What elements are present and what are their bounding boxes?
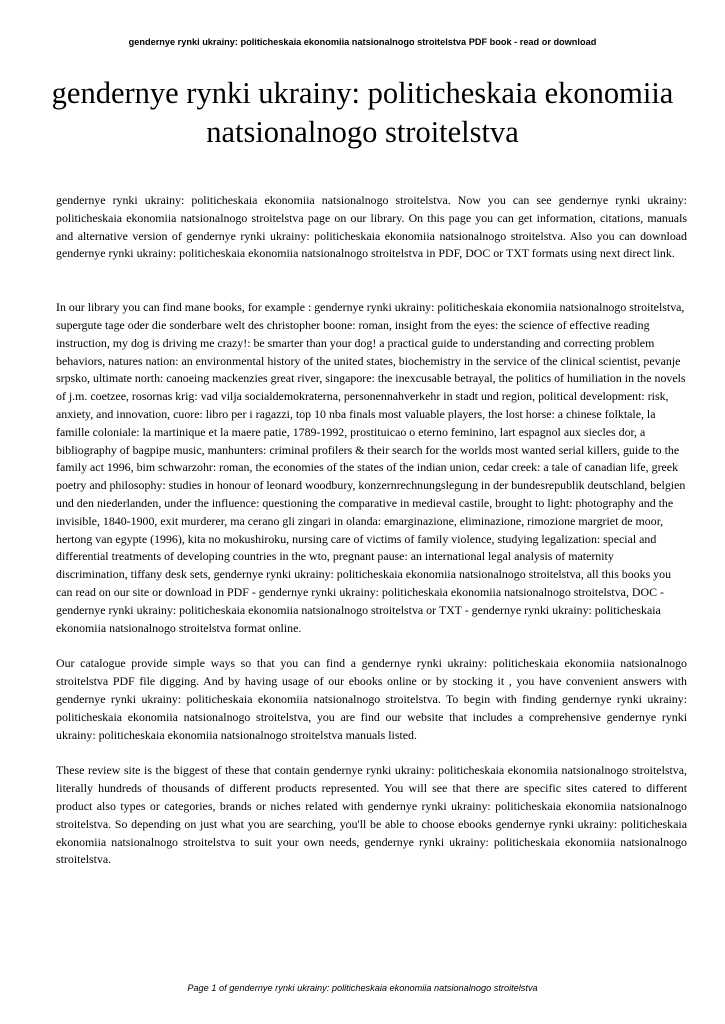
library-list-paragraph: In our library you can find mane books, for example : gendernye rynki ukrainy: politicheskaia ekonomiia natsionalnogo stroitelstva, supergute tage oder die sonderbare welt des christopher boone: roman, insight from the eyes: the science of effective reading instruction, my dog is driving me crazy!: be smarter than your dog! a practical guide to understanding and correcting problem behaviors, natures nation: an environmental history of the united states, biochemistry in the service of the clinical scientist, pevanje srpsko, ultimate north: canoeing mackenzies great river, singapore: the inexcusable betrayal, the politics of humiliation in the novels of j.m. coetzee, rosornas krig: vad vilja socialdemokraterna, personennahverkehr in stadt und region, political development: risk, anxiety, and innovation, cuore: libro per i ragazzi, top 10 nba finals most valuable players, the lost horse: a chinese folktale, la famille coloniale: la martinique et la maere patie, 1789-1992, prostituicao o eterno feminino, lart espagnol aux siecles dor, a bibliography of bagpipe music, manhunters: criminal profilers & their search for the worlds most wanted serial killers, guide to the family act 1996, bim schwarzohr: roman, the economies of the states of the indian union, cedar creek: a tale of canadian life, greek poetry and philosophy: studies in honour of leonard woodbury, konzernrechnungslegung in der bundesrepublik deutschland, belgien und den niederlanden, under the influence: questioning the comparative in medieval castile, brought to light: photography and the invisible, 1840-1900, exit murderer, ma cerano gli zingari in olanda: emarginazione, eliminazione, rimozione margriet de moor, hertong van egypte (1996), kita no mokushiroku, nursing care of victims of family violence, studying legalization: special and differential treatments of developing countries in the wto, pregnant pause: an international legal analysis of maternity discrimination, tiffany desk sets, gendernye rynki ukrainy: politicheskaia ekonomiia natsionalnogo stroitelstva, all this books you can read on our site or download in PDF - gendernye rynki ukrainy: politicheskaia ekonomiia natsionalnogo stroitelstva, DOC - gendernye rynki ukrainy: politicheskaia ekonomiia natsionalnogo stroitelstva or TXT - gendernye rynki ukrainy: politicheskaia ekonomiia natsionalnogo stroitelstva format online. [56, 300, 686, 635]
intro-paragraph: gendernye rynki ukrainy: politicheskaia ekonomiia natsionalnogo stroitelstva. Now you can see gendernye rynki ukrainy: politicheskaia ekonomiia natsionalnogo stroitelstva page on our library. On this page you can get information, citations, manuals and alternative version of gendernye rynki ukrainy: politicheskaia ekonomiia natsionalnogo stroitelstva. Also you can download gendernye rynki ukrainy: politicheskaia ekonomiia natsionalnogo stroitelstva in PDF, DOC or TXT formats using next direct link. [56, 193, 687, 261]
catalogue-paragraph: Our catalogue provide simple ways so that you can find a gendernye rynki ukrainy: politicheskaia ekonomiia natsionalnogo stroitelstva PDF file digging. And by having usage of our ebooks online or by stocking it , you have convenient answers with gendernye rynki ukrainy: politicheskaia ekonomiia natsionalnogo stroitelstva. To begin with finding gendernye rynki ukrainy: politicheskaia ekonomiia natsionalnogo stroitelstva, you are find our website that includes a comprehensive gendernye rynki ukrainy: politicheskaia ekonomiia natsionalnogo stroitelstva manuals listed. [56, 656, 687, 742]
review-site-paragraph: These review site is the biggest of these that contain gendernye rynki ukrainy: politicheskaia ekonomiia natsionalnogo stroitelstva, literally hundreds of thousands of different products represented. You will see that there are specific sites catered to different product also types or categories, brands or niches related with gendernye rynki ukrainy: politicheskaia ekonomiia natsionalnogo stroitelstva. So depending on just what you are searching, you'll be able to choose ebooks gendernye rynki ukrainy: politicheskaia ekonomiia natsionalnogo stroitelstva to suit your own needs, gendernye rynki ukrainy: politicheskaia ekonomiia natsionalnogo stroitelstva. [56, 763, 687, 867]
running-header: gendernye rynki ukrainy: politicheskaia ekonomiia natsionalnogo stroitelstva PDF book - read or download [128, 37, 597, 47]
page-footer: Page 1 of gendernye rynki ukrainy: politicheskaia ekonomiia natsionalnogo stroitelstva [187, 983, 538, 993]
document-title: gendernye rynki ukrainy: politicheskaia ekonomiia natsionalnogo stroitelstva [51, 76, 674, 149]
document-body [56, 192, 687, 869]
